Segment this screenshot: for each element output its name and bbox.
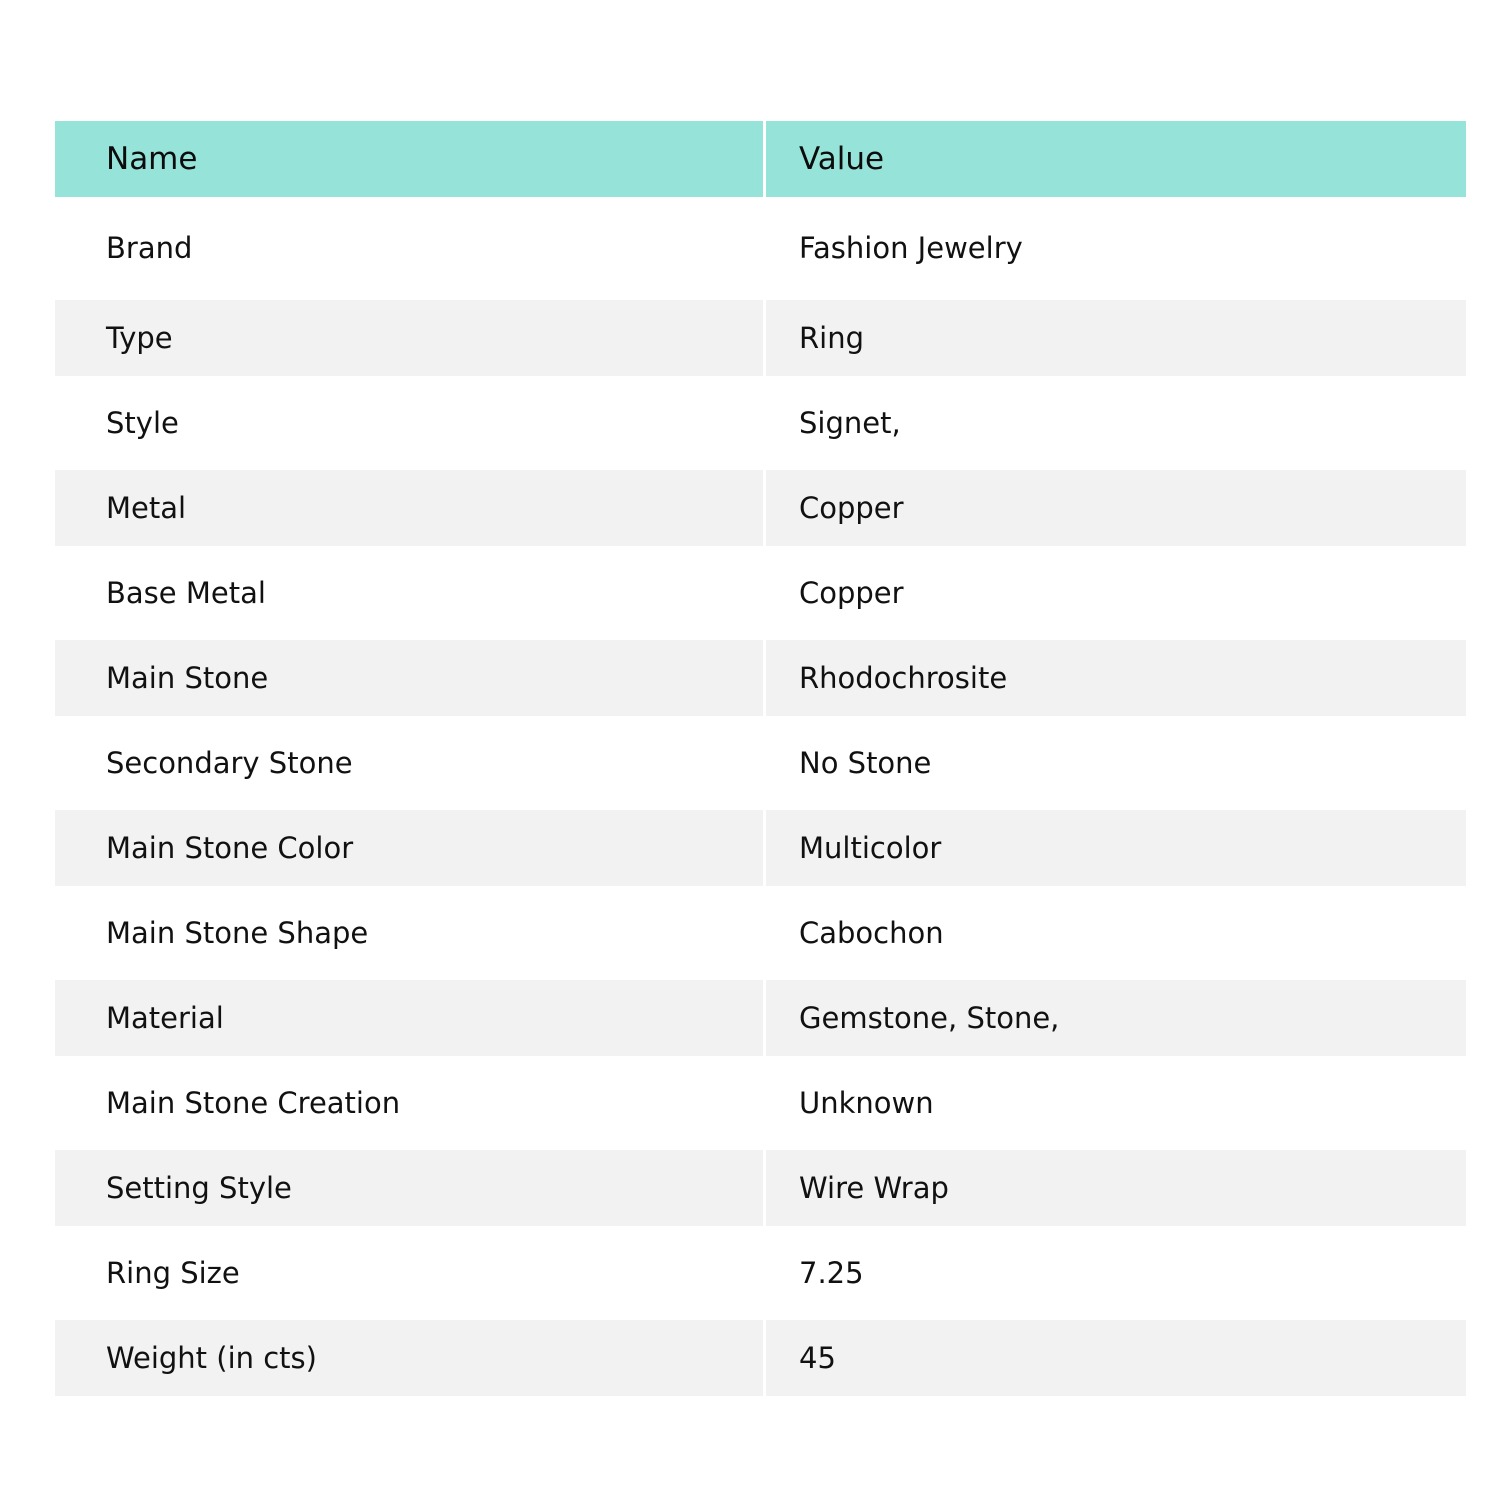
table-row (55, 470, 1466, 546)
table-row (55, 385, 1466, 461)
row-name-cell: Base Metal (55, 555, 766, 631)
row-name-cell: Metal (55, 470, 766, 546)
row-value-cell: Multicolor (799, 830, 942, 865)
row-name-cell: Type (55, 300, 766, 376)
table-row (55, 895, 1466, 971)
table-header (55, 121, 1466, 197)
table-row (55, 1065, 1466, 1141)
row-name-cell: Main Stone Creation (55, 1065, 766, 1141)
row-name-cell: Material (55, 980, 766, 1056)
table-row (55, 1235, 1466, 1311)
row-value-cell: No Stone (799, 745, 932, 780)
row-value-cell: Wire Wrap (799, 1170, 949, 1205)
row-name-cell: Ring Size (55, 1235, 766, 1311)
table-row (55, 725, 1466, 801)
table-row (55, 206, 1466, 291)
row-value-cell: Fashion Jewelry (799, 231, 1023, 265)
row-value-cell: Rhodochrosite (799, 660, 1008, 695)
table-row (55, 555, 1466, 631)
header-value-cell: Value (799, 140, 885, 177)
row-value-cell: 45 (799, 1340, 836, 1375)
row-name-cell: Main Stone (55, 640, 766, 716)
row-value-cell: Copper (799, 490, 904, 525)
row-value-cell: Gemstone, Stone, (799, 1000, 1060, 1035)
row-value-cell: Unknown (799, 1085, 934, 1120)
row-name-cell: Weight (in cts) (55, 1320, 766, 1396)
row-name-cell: Main Stone Color (55, 810, 766, 886)
row-name-cell: Secondary Stone (55, 725, 766, 801)
row-value-cell: Signet, (799, 405, 901, 440)
table-row (55, 980, 1466, 1056)
row-value-cell: 7.25 (799, 1255, 864, 1290)
row-name-cell: Main Stone Shape (55, 895, 766, 971)
row-value-cell: Ring (799, 320, 864, 355)
table-row (55, 640, 1466, 716)
row-name-cell: Style (55, 385, 766, 461)
header-name-cell: Name (55, 121, 766, 197)
row-value-cell: Copper (799, 575, 904, 610)
table-row (55, 300, 1466, 376)
table-row (55, 810, 1466, 886)
row-name-cell: Brand (55, 206, 766, 291)
table-row (55, 1150, 1466, 1226)
table-row (55, 1320, 1466, 1396)
row-value-cell: Cabochon (799, 915, 944, 950)
specifications-table (55, 121, 1466, 1396)
row-name-cell: Setting Style (55, 1150, 766, 1226)
